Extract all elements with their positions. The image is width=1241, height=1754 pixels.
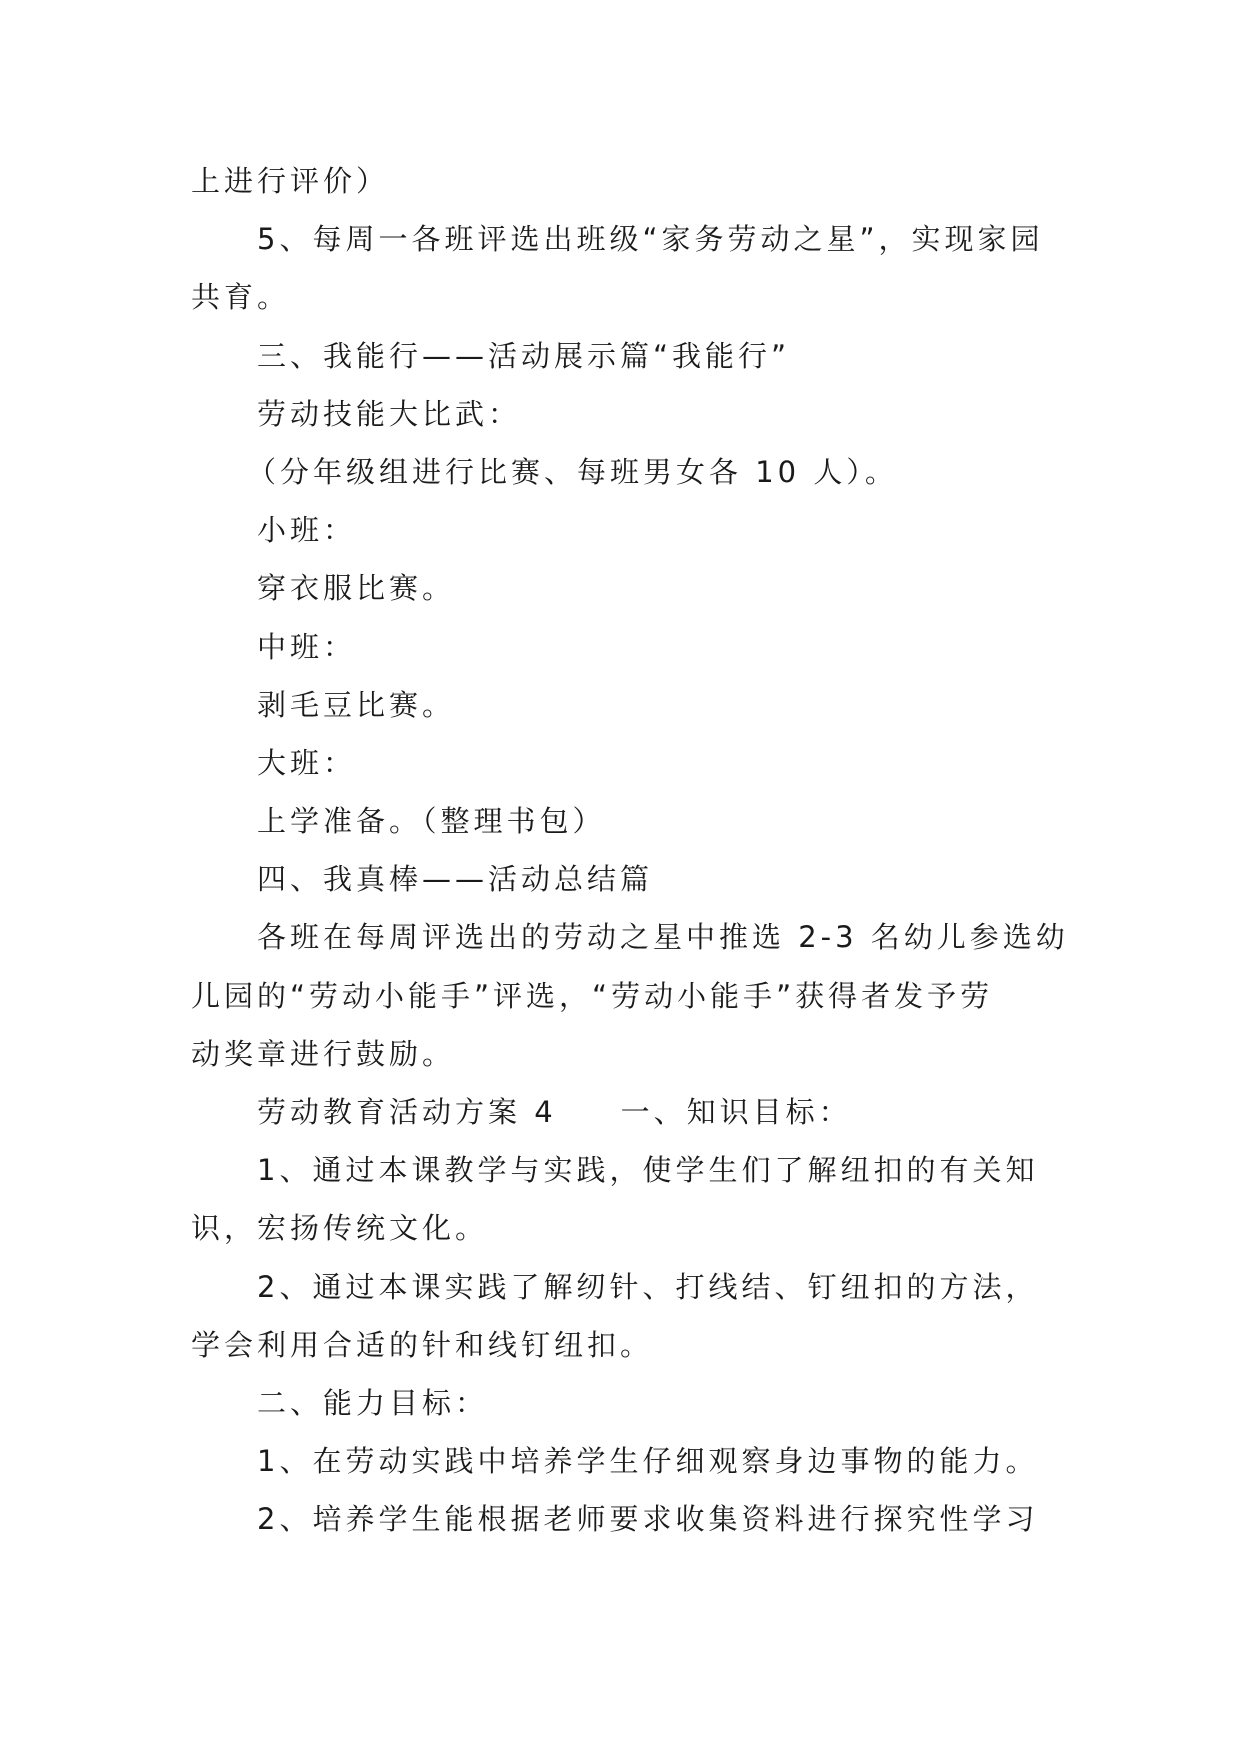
- section-heading: 二、能力目标：: [257, 1385, 489, 1420]
- text-line: 上进行评价）: [191, 164, 390, 198]
- text-line: 动奖章进行鼓励。: [191, 1036, 456, 1071]
- section-heading: 一、知识目标：: [620, 1095, 852, 1129]
- text-line: 1、在劳动实践中培养学生仔细观察身边事物的能力。: [257, 1444, 1039, 1479]
- text-line: 劳动技能大比武：: [257, 396, 522, 431]
- text-line: 识，宏扬传统文化。: [191, 1211, 489, 1246]
- text-line: 2、培养学生能根据老师要求收集资料进行探究性学习: [257, 1502, 1039, 1537]
- plan-title: 劳动教育活动方案 4: [257, 1095, 557, 1129]
- document-body: [191, 152, 1069, 1549]
- text-line: 儿园的“劳动小能手”评选，“劳动小能手”获得者发予劳: [191, 978, 994, 1013]
- text-line: 剥毛豆比赛。: [257, 687, 456, 722]
- text-line: 1、通过本课教学与实践，使学生们了解纽扣的有关知: [257, 1153, 1039, 1188]
- text-line: 2、通过本课实践了解纫针、打线结、钉纽扣的方法，: [257, 1269, 1039, 1304]
- text-line: 中班：: [257, 629, 357, 664]
- text-line: 穿衣服比赛。: [257, 571, 456, 606]
- text-line: 各班在每周评选出的劳动之星中推选 2-3 名幼儿参选幼: [257, 920, 1069, 955]
- text-line: 上学准备。（整理书包）: [257, 804, 606, 839]
- text-line: 学会利用合适的针和线钉纽扣。: [191, 1327, 654, 1362]
- text-line: 小班：: [257, 513, 357, 548]
- text-line: （分年级组进行比赛、每班男女各 10 人）。: [247, 454, 898, 489]
- text-line: 共育。: [191, 280, 291, 315]
- section-heading: 四、我真棒——活动总结篇: [257, 862, 654, 897]
- section-heading: 三、我能行——活动展示篇“我能行”: [257, 338, 791, 373]
- text-line: [191, 1083, 1051, 1141]
- text-line: 大班：: [257, 745, 357, 780]
- text-line: 5、每周一各班评选出班级“家务劳动之星”，实现家园: [257, 222, 1044, 257]
